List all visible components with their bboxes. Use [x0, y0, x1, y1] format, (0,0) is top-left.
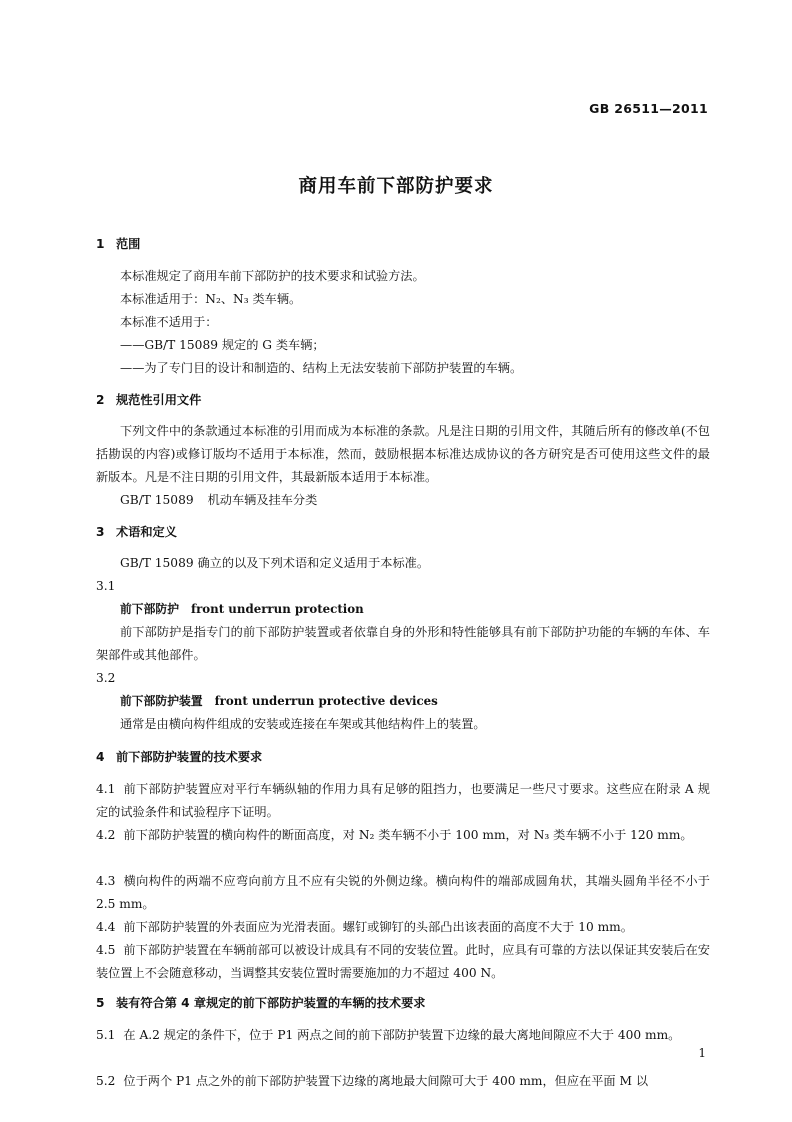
section-5-heading: 5 装有符合第 4 章规定的前下部防护装置的车辆的技术要求 [96, 996, 426, 1010]
reference-title: 机动车辆及挂车分类 [207, 493, 318, 507]
scope-line-3: 本标准不适用于： [120, 315, 218, 329]
clause-4-2: 4.2 前下部防护装置的横向构件的断面高度，对 N₂ 类车辆不小于 100 mm，对 N₃ 类车辆不小于 120 mm。 [96, 828, 693, 842]
term-3-2-definition: 通常是由横向构件组成的安装或连接在车架或其他结构件上的装置。 [120, 717, 486, 731]
clause-5-1: 5.1 在 A.2 规定的条件下，位于 P1 两点之间的前下部防护装置下边缘的最大离地间隙应不大于 400 mm。 [96, 1028, 681, 1042]
clause-4-5: 4.5 前下部防护装置在车辆前部可以被设计成具有不同的安装位置。此时，应具有可靠的方法以保证其安装后在安装位置上不会随意移动，当调整其安装位置时需要施加的力不超过 400 N。 [96, 943, 710, 980]
scope-line-1: 本标准规定了商用车前下部防护的技术要求和试验方法。 [120, 269, 425, 283]
clause-4-4: 4.4 前下部防护装置的外表面应为光滑表面。螺钉或铆钉的头部凸出该表面的高度不大于 10 mm。 [96, 920, 633, 934]
reference-code: GB/T 15089 [120, 493, 194, 507]
scope-exclusion-1: ——GB/T 15089 规定的 G 类车辆； [120, 338, 325, 352]
term-3-2-number: 3.2 [96, 671, 116, 685]
section-4-heading: 4 前下部防护装置的技术要求 [96, 750, 263, 764]
scope-line-2: 本标准适用于：N₂、N₃ 类车辆。 [120, 292, 302, 306]
clause-4-1: 4.1 前下部防护装置应对平行车辆纵轴的作用力具有足够的阻挡力，也要满足一些尺寸要求。这些应在附录 A 规定的试验条件和试验程序下证明。 [96, 782, 710, 819]
normative-references-paragraph: 下列文件中的条款通过本标准的引用而成为本标准的条款。凡是注日期的引用文件，其随后所有的修改单(不包括勘误的内容)或修订版均不适用于本标准，然而，鼓励根据本标准达成协议的各方研究是否可使用这些文件的最新版本。凡是不注日期的引用文件，其最新版本适用于本标准。 [96, 424, 710, 484]
term-3-1-definition: 前下部防护是指专门的前下部防护装置或者依靠自身的外形和特性能够具有前下部防护功能的车辆的车体、车架部件或其他部件。 [96, 625, 710, 662]
section-1-heading: 1 范围 [96, 237, 141, 251]
term-3-1-title: 前下部防护 front underrun protection [120, 602, 364, 616]
term-3-2-title: 前下部防护装置 front underrun protective devices [120, 694, 438, 708]
section-2-heading: 2 规范性引用文件 [96, 393, 202, 407]
clause-4-3: 4.3 横向构件的两端不应弯向前方且不应有尖锐的外侧边缘。横向构件的端部成圆角状，其端头圆角半径不小于 2.5 mm。 [96, 874, 710, 911]
terms-intro: GB/T 15089 确立的以及下列术语和定义适用于本标准。 [120, 556, 430, 570]
standard-code: GB 26511—2011 [589, 101, 708, 116]
scope-exclusion-2: ——为了专门目的设计和制造的、结构上无法安装前下部防护装置的车辆。 [120, 361, 523, 375]
clause-5-2: 5.2 位于两个 P1 点之外的前下部防护装置下边缘的离地最大间隙可大于 400 mm，但应在平面 M 以 [96, 1074, 649, 1088]
normative-reference-entry [96, 489, 734, 512]
section-3-heading: 3 术语和定义 [96, 525, 177, 539]
page-number: 1 [698, 1046, 706, 1060]
term-3-1-number: 3.1 [96, 579, 116, 593]
document-title: 商用车前下部防护要求 [298, 176, 494, 197]
